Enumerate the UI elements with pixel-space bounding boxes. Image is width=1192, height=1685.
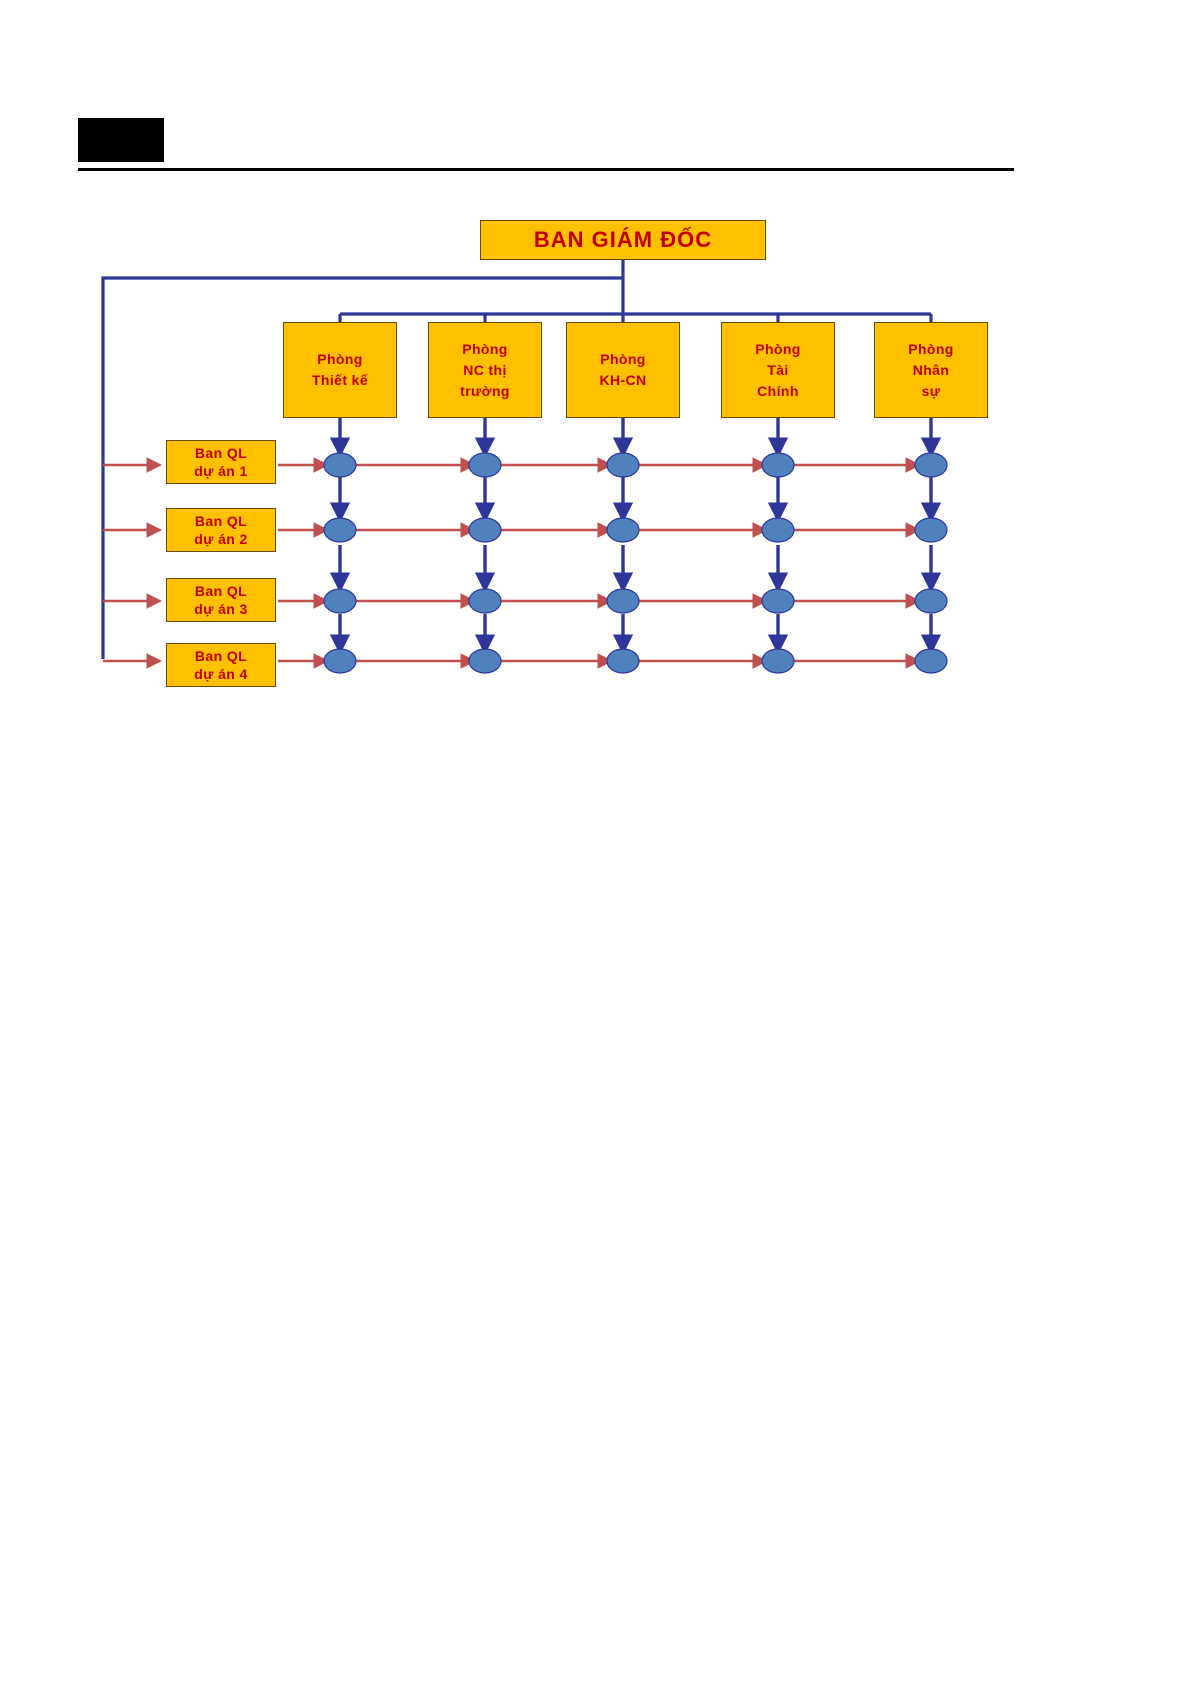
node-label-line-1: Phòng xyxy=(600,351,646,367)
node-dept-kh-cn[interactable] xyxy=(566,322,680,418)
node-team-du-an-2[interactable] xyxy=(166,508,276,552)
node-dept-thiet-ke[interactable] xyxy=(283,322,397,418)
node-label-line-2: Thiết kế xyxy=(311,372,369,388)
node-label-line-1: Ban QL xyxy=(194,512,248,529)
node-team-du-an-4[interactable] xyxy=(166,643,276,687)
node-label-line-1: Phòng xyxy=(908,340,954,357)
node-label-line-2: dự án 1 xyxy=(194,463,248,479)
node-label-line-2: NC thị xyxy=(463,361,507,378)
project-row-arrows xyxy=(103,465,919,661)
node-label-line-3: Chính xyxy=(757,382,799,399)
node-label-line-2: Tài xyxy=(767,361,789,378)
node-dept-nc-thi-truong[interactable] xyxy=(428,322,542,418)
node-label-line-1: Phòng xyxy=(317,351,363,367)
node-label-line-1: Ban QL xyxy=(194,444,248,461)
node-label-line-3: trường xyxy=(460,382,510,399)
node-label-line-2: dự án 4 xyxy=(194,666,248,682)
node-dept-nhan-su[interactable] xyxy=(874,322,988,418)
node-label-line-1: Ban QL xyxy=(194,647,248,664)
node-label-line-1: Phòng xyxy=(755,340,801,357)
node-team-du-an-3[interactable] xyxy=(166,578,276,622)
node-label-line-2: Nhân xyxy=(912,361,950,378)
node-dept-tai-chinh[interactable] xyxy=(721,322,835,418)
node-label-line-1: Phòng xyxy=(462,340,508,357)
node-label: BAN GIÁM ĐỐC xyxy=(533,227,713,253)
node-label-line-2: dự án 2 xyxy=(194,531,248,547)
node-label-line-1: Ban QL xyxy=(194,582,248,599)
node-label-line-3: sự xyxy=(921,382,941,399)
intersection-nodes xyxy=(324,453,947,673)
node-team-du-an-1[interactable] xyxy=(166,440,276,484)
node-label-line-2: KH-CN xyxy=(599,372,647,388)
node-ban-giam-doc[interactable] xyxy=(480,220,766,260)
node-label-line-2: dự án 3 xyxy=(194,601,248,617)
